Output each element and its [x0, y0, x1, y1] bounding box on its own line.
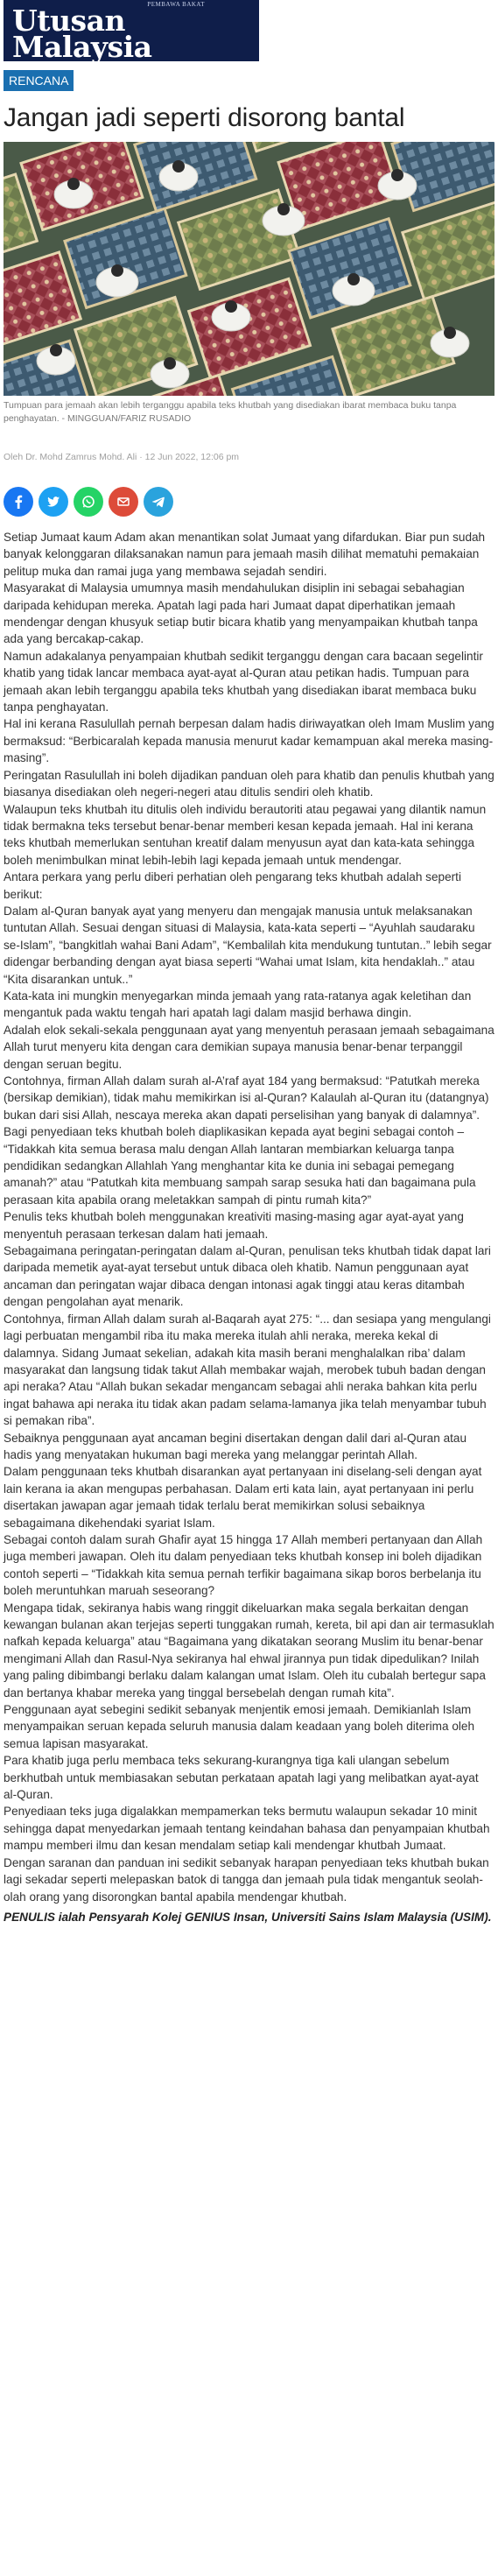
share-buttons	[4, 487, 494, 517]
logo-tagline: PEMBAWA BAKAT	[147, 1, 205, 8]
article-paragraph: Masyarakat di Malaysia umumnya masih mendahulukan disiplin ini sebagai sebahagian daripada kehidupan mereka. Apatah lagi pada hari Jumaat dapat diperhatikan jemaah mendengar dengan khusyuk setiap butir bicara khatib yang menyampaikan khutbah tanpa ada yang bercakap-cakap.	[4, 581, 478, 646]
article-paragraph: Para khatib juga perlu membaca teks sekurang-kurangnya tiga kali ulangan sebelum berkhutbah untuk membiasakan sebutan perkataan apatah lagi yang melibatkan ayat-ayat al-Quran.	[4, 1754, 479, 1802]
article-paragraph: Dalam al-Quran banyak ayat yang menyeru dan mengajak manusia untuk melaksanakan tuntutan Allah. Sesuai dengan situasi di Malaysia, kata-kata seperti – “Ayuhlah saudaraku se-Islam”, “bangkitlah wahai Bani Adam”, “Kembalilah kita mendukung tuntutan..” lebih segar didengar berbanding dengan ayat biasa seperti “Wahai umat Islam, kita hendaklah..” atau “Kita disarankan untuk..”	[4, 904, 492, 986]
article-paragraph: Peringatan Rasulullah ini boleh dijadikan panduan oleh para khatib dan penulis khutbah yang biasanya disediakan oleh negeri-negeri atau ditulis sendiri oleh khatib.	[4, 768, 494, 799]
email-icon[interactable]	[109, 487, 138, 517]
article-paragraph: Kata-kata ini mungkin menyegarkan minda jemaah yang rata-ratanya agak keletihan dan mengantuk pada waktu tengah hari apatah lagi dalam masjid berhawa dingin.	[4, 989, 472, 1020]
twitter-icon[interactable]	[39, 487, 68, 517]
article-byline: Oleh Dr. Mohd Zamrus Mohd. Ali · 12 Jun 2022, 12:06 pm	[4, 452, 240, 462]
telegram-icon[interactable]	[144, 487, 173, 517]
article-paragraph: Dengan saranan dan panduan ini sedikit sebanyak harapan penyediaan teks khutbah bukan lagi sekadar seperti melepaskan batok di tangga dan jemaah pula tidak mengantuk seolah-olah orang yang disorongkan bantal apabila mendengar khutbah.	[4, 1855, 489, 1904]
article-paragraph: Penyediaan teks juga digalakkan mempamerkan teks bermutu walaupun sekadar 10 minit sehingga dapat menyedarkan jemaah tentang keindahan bahasa dan penyampaian khutbah mampu memberi ilmu dan kesan mendalam setiap kali mendengar khutbah Jumaat.	[4, 1805, 490, 1853]
article-paragraph: Bagi penyediaan teks khutbah boleh diaplikasikan kepada ayat begini sebagai contoh – “Tidakkah kita semua berasa malu dengan Allah lantaran membiarkan keluarga tanpa pendidikan sedangkan Allahlah Yang menghantar kita ke dunia ini sebagai pemegang amanah?” atau “Patutkah kita membuang sampah sarap sesuka hati dan bagaimana pula perasaan kita apabila orang meletakkan sampah di pintu rumah kita?”	[4, 1125, 476, 1207]
article-paragraph: Penggunaan ayat sebegini sedikit sebanyak menjentik emosi jemaah. Demikianlah Islam menyampaikan seruan kepada seluruh manusia dalam keadaan yang boleh diterima oleh semua lapisan masyarakat.	[4, 1703, 475, 1750]
image-caption: Tumpuan para jemaah akan lebih terganggu apabila teks khutbah yang disediakan ibarat membaca buku tanpa penghayatan. - MINGGUAN/FARIZ RUSADIO	[4, 400, 457, 424]
article-paragraph: Contohnya, firman Allah dalam surah al-A’raf ayat 184 yang bermaksud: “Patutkah mereka (bersikap demikian), tidak mahu memikirkan isi al-Quran? Kalaulah al-Quran itu (datangnya) bukan dari sisi Allah, nescaya mereka akan dapati perselisihan yang banyak di dalamnya”.	[4, 1074, 489, 1122]
article-paragraph: Hal ini kerana Rasulullah pernah berpesan dalam hadis diriwayatkan oleh Imam Muslim yang bermaksud: “Berbicaralah kepada manusia menurut kadar kemampuan akal mereka masing-masing”.	[4, 717, 494, 765]
article-headline: Jangan jadi seperti disorong bantal	[4, 103, 405, 132]
article-paragraph: Walaupun teks khutbah itu ditulis oleh individu berautoriti atau pegawai yang dilantik namun tidak bermakna teks tersebut benar-benar memberi kesan kepada jemaah. Hal ini kerana teks khutbah memerlukan sentuhan kreatif dalam menyusun ayat dan kata-kata sehingga boleh menimbulkan minat lebih-lebih lagi kepada jemaah untuk mendengar.	[4, 802, 487, 867]
logo-line-2: Malaysia	[12, 30, 152, 64]
article-paragraph: Sebagaimana peringatan-peringatan dalam al-Quran, penulisan teks khutbah tidak dapat lari daripada memetik ayat-ayat tersebut untuk dibaca oleh khatib. Namun penggunaan ayat ancaman dan peringatan wajar dibaca dengan intonasi agak tinggi atau keras ditambah dengan pengolahan ayat menarik.	[4, 1244, 491, 1309]
article-paragraph: Namun adakalanya penyampaian khutbah sedikit terganggu dengan cara bacaan segelintir khatib yang tidak lancar membaca ayat-ayat al-Quran atau petikan hadis. Tumpuan para jemaah akan lebih terganggu apabila teks khutbah yang disediakan ibarat membaca buku tanpa penghayatan.	[4, 649, 483, 714]
article-paragraph: Adalah elok sekali-sekala penggunaan ayat yang menyentuh perasaan jemaah sebagaimana Allah turut menyeru kita dengan cara demikian supaya manusia benar-benar terpanggil dengan seruan begitu.	[4, 1023, 494, 1071]
logo-line-1: Utusan	[12, 4, 125, 38]
whatsapp-icon[interactable]	[74, 487, 103, 517]
article-paragraph: Setiap Jumaat kaum Adam akan menantikan solat Jumaat yang difardukan. Biar pun sudah banyak kelonggaran dilaksanakan namun para jemaah masih dilihat mematuhi pemakaian pelitup muka dan ramai juga yang membawa sejadah sendiri.	[4, 531, 486, 578]
article-body	[4, 529, 494, 1925]
article-paragraph: Dalam penggunaan teks khutbah disarankan ayat pertanyaan ini diselang-seli dengan ayat lain kerana ia akan mengupas perbahasan. Dalam erti kata lain, ayat pertanyaan ini perlu disertakan jawapan agar jemaah tidak terlalu berat memikirkan solusi sebaiknya sebagaimana dikehendaki syariat Islam.	[4, 1465, 482, 1530]
article-paragraph: Sebagai contoh dalam surah Ghafir ayat 15 hingga 17 Allah memberi pertanyaan dan Allah juga memberi jawapan. Oleh itu dalam penyediaan teks khutbah konsep ini boleh dijadikan contoh seperti – “Tidakkah kita semua pernah terfikir bagaimana sikap boros berbelanja itu boleh meruntuhkan maruah seseorang?	[4, 1532, 483, 1598]
hero-image	[4, 142, 494, 396]
article-paragraph: Penulis teks khutbah boleh menggunakan kreativiti masing-masing agar ayat-ayat yang menyentuh perasaan terkesan dalam hati jemaah.	[4, 1210, 464, 1241]
facebook-icon[interactable]	[4, 487, 33, 517]
author-note: PENULIS ialah Pensyarah Kolej GENIUS Insan, Universiti Sains Islam Malaysia (USIM).	[4, 1910, 492, 1924]
article-paragraph: Sebaiknya penggunaan ayat ancaman begini disertakan dengan dalil dari al-Quran atau hadis yang menyatakan hukuman bagi mereka yang melanggar perintah Allah.	[4, 1431, 467, 1461]
article-paragraph: Mengapa tidak, sekiranya habis wang ringgit dikeluarkan maka segala berkaitan dengan kewangan bulanan akan terjejas seperti tunggakan rumah, kereta, bil api dan air termasuklah nafkah kepada keluarga” atau “Bagaimana yang dikatakan seorang Muslim itu benar-benar mengimani Allah dan Rasul-Nya sekiranya hal ehwal jirannya pun tidak dipedulikan? Inilah yang paling dibimbangi berlaku dalam kalangan umat Islam. Oleh itu cubalah bertegur sapa dan bertanya khabar mereka yang tinggal bersebelah dengan rumah kita”.	[4, 1601, 494, 1700]
hero-photo-illustration	[4, 142, 494, 396]
site-logo[interactable]	[4, 0, 259, 64]
article-paragraph: Antara perkara yang perlu diberi perhatian oleh pengarang teks khutbah adalah seperti berikut:	[4, 870, 461, 901]
section-badge[interactable]: RENCANA	[4, 70, 74, 91]
article-paragraph: Contohnya, firman Allah dalam surah al-Baqarah ayat 275: “... dan sesiapa yang mengulangi lagi perbuatan mengambil riba itu maka mereka itulah ahli neraka, mereka kekal di dalamnya. Sidang Jumaat sekelian, adakah kita masih berani menghalalkan riba’ dalam masyarakat dan langsung tidak takut Allah membakar wajah, merobek tubuh badan dengan api neraka? Atau “Allah bukan sekadar mengancam sebagai ahli neraka bahkan kita perlu ingat bahawa api neraka itu tidak akan padam selama-lamanya jika telah menyambar tubuh si pemakan riba”.	[4, 1312, 491, 1428]
